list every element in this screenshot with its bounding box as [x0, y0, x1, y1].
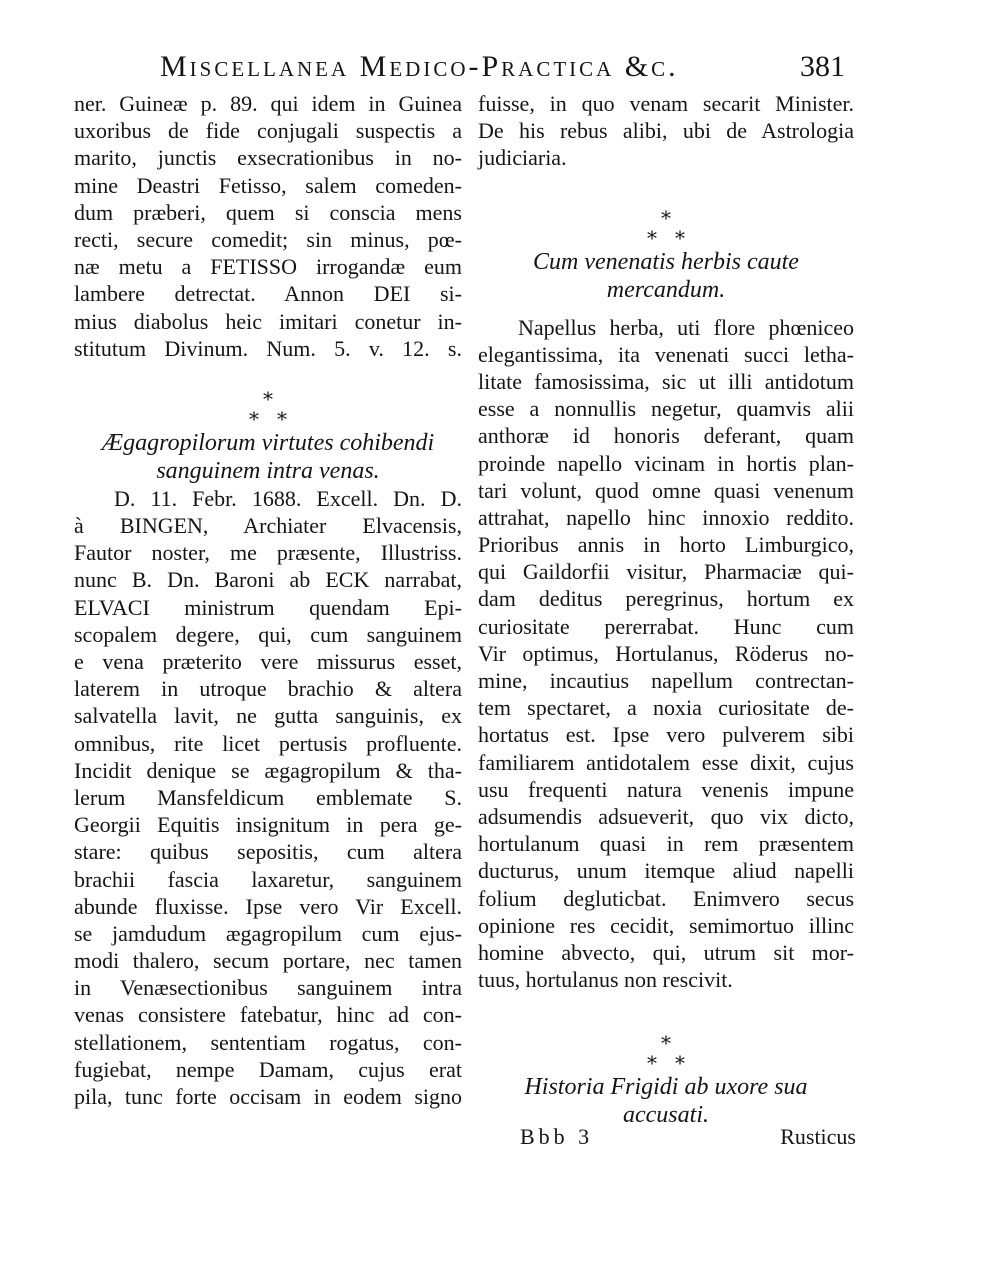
text-line: mine, incautius napellum contrectan-: [478, 668, 854, 693]
text-line: omnibus, rite licet pertusis profluente.: [74, 730, 462, 756]
asterism-bottom: **: [647, 225, 703, 250]
section-heading: mercandum.: [606, 276, 726, 303]
text-line: fuisse, in quo venam secarit Minister.: [478, 91, 854, 116]
text-line: laterem in utroque brachio & altera: [74, 676, 462, 702]
spacer: [74, 362, 462, 389]
text-line: Prioribus annis in horto Limburgico,: [478, 532, 854, 558]
text-line: proinde napello vicinam in hortis plan-: [478, 450, 854, 476]
text-line: recti, secure comedit; sin minus, pœ-: [74, 226, 462, 252]
text-line: pila, tunc forte occisam in eodem signo: [74, 1084, 462, 1109]
text-line: Napellus herba, uti flore phœniceo: [518, 314, 854, 340]
text-line: elegantissima, ita venenati succi letha-: [478, 341, 854, 367]
text-line: mine Deastri Fetisso, salem comeden-: [74, 172, 462, 198]
text-line: in Venæsectionibus sanguinem intra: [74, 975, 462, 1001]
text-line: mius diabolus heic imitari conetur in-: [74, 308, 462, 334]
text-line: litate famosissima, sic ut illi antidotum: [478, 368, 854, 394]
text-line: uxoribus de fide conjugali suspectis a: [74, 118, 462, 144]
asterism: [478, 1031, 854, 1076]
spacer: [478, 304, 854, 314]
right-top-paragraph: [478, 90, 854, 172]
text-line: ducturus, unum itemque aliud napelli: [478, 858, 854, 884]
running-head: Miscellanea Medico-Practica &c.: [160, 50, 679, 83]
text-line: opinione res cecidit, semimortuo illinc: [478, 912, 854, 938]
spacer: [478, 172, 854, 208]
text-line: salvatella lavit, ne gutta sanguinis, ex: [74, 703, 462, 729]
text-line: Fautor noster, me præsente, Illustriss.: [74, 540, 462, 566]
text-line: folium degluticbat. Enimvero secus: [478, 885, 854, 911]
text-line: ELVACI ministrum quendam Epi-: [74, 594, 462, 620]
section-heading: Historia Frigidi ab uxore sua: [524, 1074, 808, 1101]
text-line: stare: quibus sepositis, cum altera: [74, 839, 462, 865]
text-line: Georgii Equitis insignitum in pera ge-: [74, 812, 462, 838]
spacer: [478, 993, 854, 1033]
asterism-bottom: **: [647, 1051, 703, 1076]
text-line: attrahat, napello hinc innoxio reddito.: [478, 504, 854, 530]
text-line: marito, junctis exsecrationibus in no-: [74, 145, 462, 171]
text-line: à BINGEN, Archiater Elvacensis,: [74, 513, 462, 539]
text-line: scopalem degere, qui, cum sanguinem: [74, 621, 462, 647]
text-line: hortulanum quasi in rem præsentem: [478, 831, 854, 857]
asterism: [74, 386, 462, 431]
asterism-top: *: [263, 386, 273, 411]
left-top-paragraph: [74, 90, 462, 362]
right-column: [478, 90, 854, 1129]
text-line: lambere detrectat. Annon DEI si-: [74, 281, 462, 307]
text-line: ner. Guineæ p. 89. qui idem in Guinea: [74, 91, 462, 116]
left-body-paragraph: [74, 485, 462, 1110]
text-line: curiositate pererrabat. Hunc cum: [478, 613, 854, 639]
text-line: se jamdudum ægagropilum cum ejus-: [74, 920, 462, 946]
right-body-paragraph: [478, 314, 854, 994]
text-line: judiciaria.: [478, 145, 567, 171]
section-heading: sanguinem intra venas.: [156, 457, 380, 484]
text-line: fugiebat, nempe Damam, cujus erat: [74, 1056, 462, 1082]
text-line: brachii fascia laxaretur, sanguinem: [74, 866, 462, 892]
text-line: lerum Mansfeldicum emblemate S.: [74, 784, 462, 810]
text-line: stitutum Divinum. Num. 5. v. 12. s.: [74, 335, 462, 361]
left-column: [74, 90, 462, 1110]
text-line: De his rebus alibi, ubi de Astrologia: [478, 118, 854, 144]
section-heading: Ægagropilorum virtutes cohibendi: [101, 429, 435, 456]
text-line: hortatus est. Ipse vero pulverem sibi: [478, 722, 854, 748]
page-header: [0, 50, 1000, 94]
text-line: dam deditus peregrinus, hortum ex: [478, 586, 854, 612]
text-line: Vir optimus, Hortulanus, Röderus no-: [478, 640, 854, 666]
text-line: stellationem, sententiam rogatus, con-: [74, 1029, 462, 1055]
text-line: esse a nonnullis negetur, quamvis alii: [478, 396, 854, 422]
signature-mark: Bbb 3: [520, 1124, 594, 1149]
text-line: adsumendis adsueverit, quo vix dicto,: [478, 803, 854, 829]
text-line: næ metu a FETISSO irrogandæ eum: [74, 254, 462, 280]
text-line: tem spectaret, a noxia curiositate de-: [478, 695, 854, 721]
text-line: homine abvecto, qui, utrum sit mor-: [478, 939, 854, 965]
text-line: Incidit denique se ægagropilum & tha-: [74, 757, 462, 783]
asterism-bottom: **: [249, 406, 305, 431]
section-heading: Cum venenatis herbis caute: [533, 248, 799, 275]
text-line: anthoræ id honoris deferant, quam: [478, 423, 854, 449]
asterism-top: *: [661, 1031, 671, 1056]
text-line: qui Gaildorfii visitur, Pharmaciæ qui-: [478, 559, 854, 585]
asterism-top: *: [661, 205, 671, 230]
text-line: e vena præterito vere missurus esset,: [74, 649, 462, 674]
text-line: tari volunt, quod omne quasi venenum: [478, 477, 854, 503]
text-line: dum præberi, quem si conscia mens: [74, 199, 462, 225]
catchword: Rusticus: [780, 1124, 856, 1149]
text-line: D. 11. Febr. 1688. Excell. Dn. D.: [114, 485, 462, 511]
text-line: tuus, hortulanus non rescivit.: [478, 967, 733, 993]
text-line: usu frequenti natura venenis impune: [478, 776, 854, 802]
asterism: [478, 205, 854, 250]
text-line: modi thalero, secum portare, nec tamen: [74, 948, 462, 974]
page-number: 381: [800, 50, 845, 83]
text-line: familiarem antidotalem esse dixit, cujus: [478, 749, 854, 775]
text-line: nunc B. Dn. Baroni ab ECK narrabat,: [74, 567, 462, 593]
text-line: venas consistere fatebatur, hinc ad con-: [74, 1002, 462, 1028]
text-line: abunde fluxisse. Ipse vero Vir Excell.: [74, 893, 462, 919]
section-heading: accusati.: [623, 1102, 709, 1129]
